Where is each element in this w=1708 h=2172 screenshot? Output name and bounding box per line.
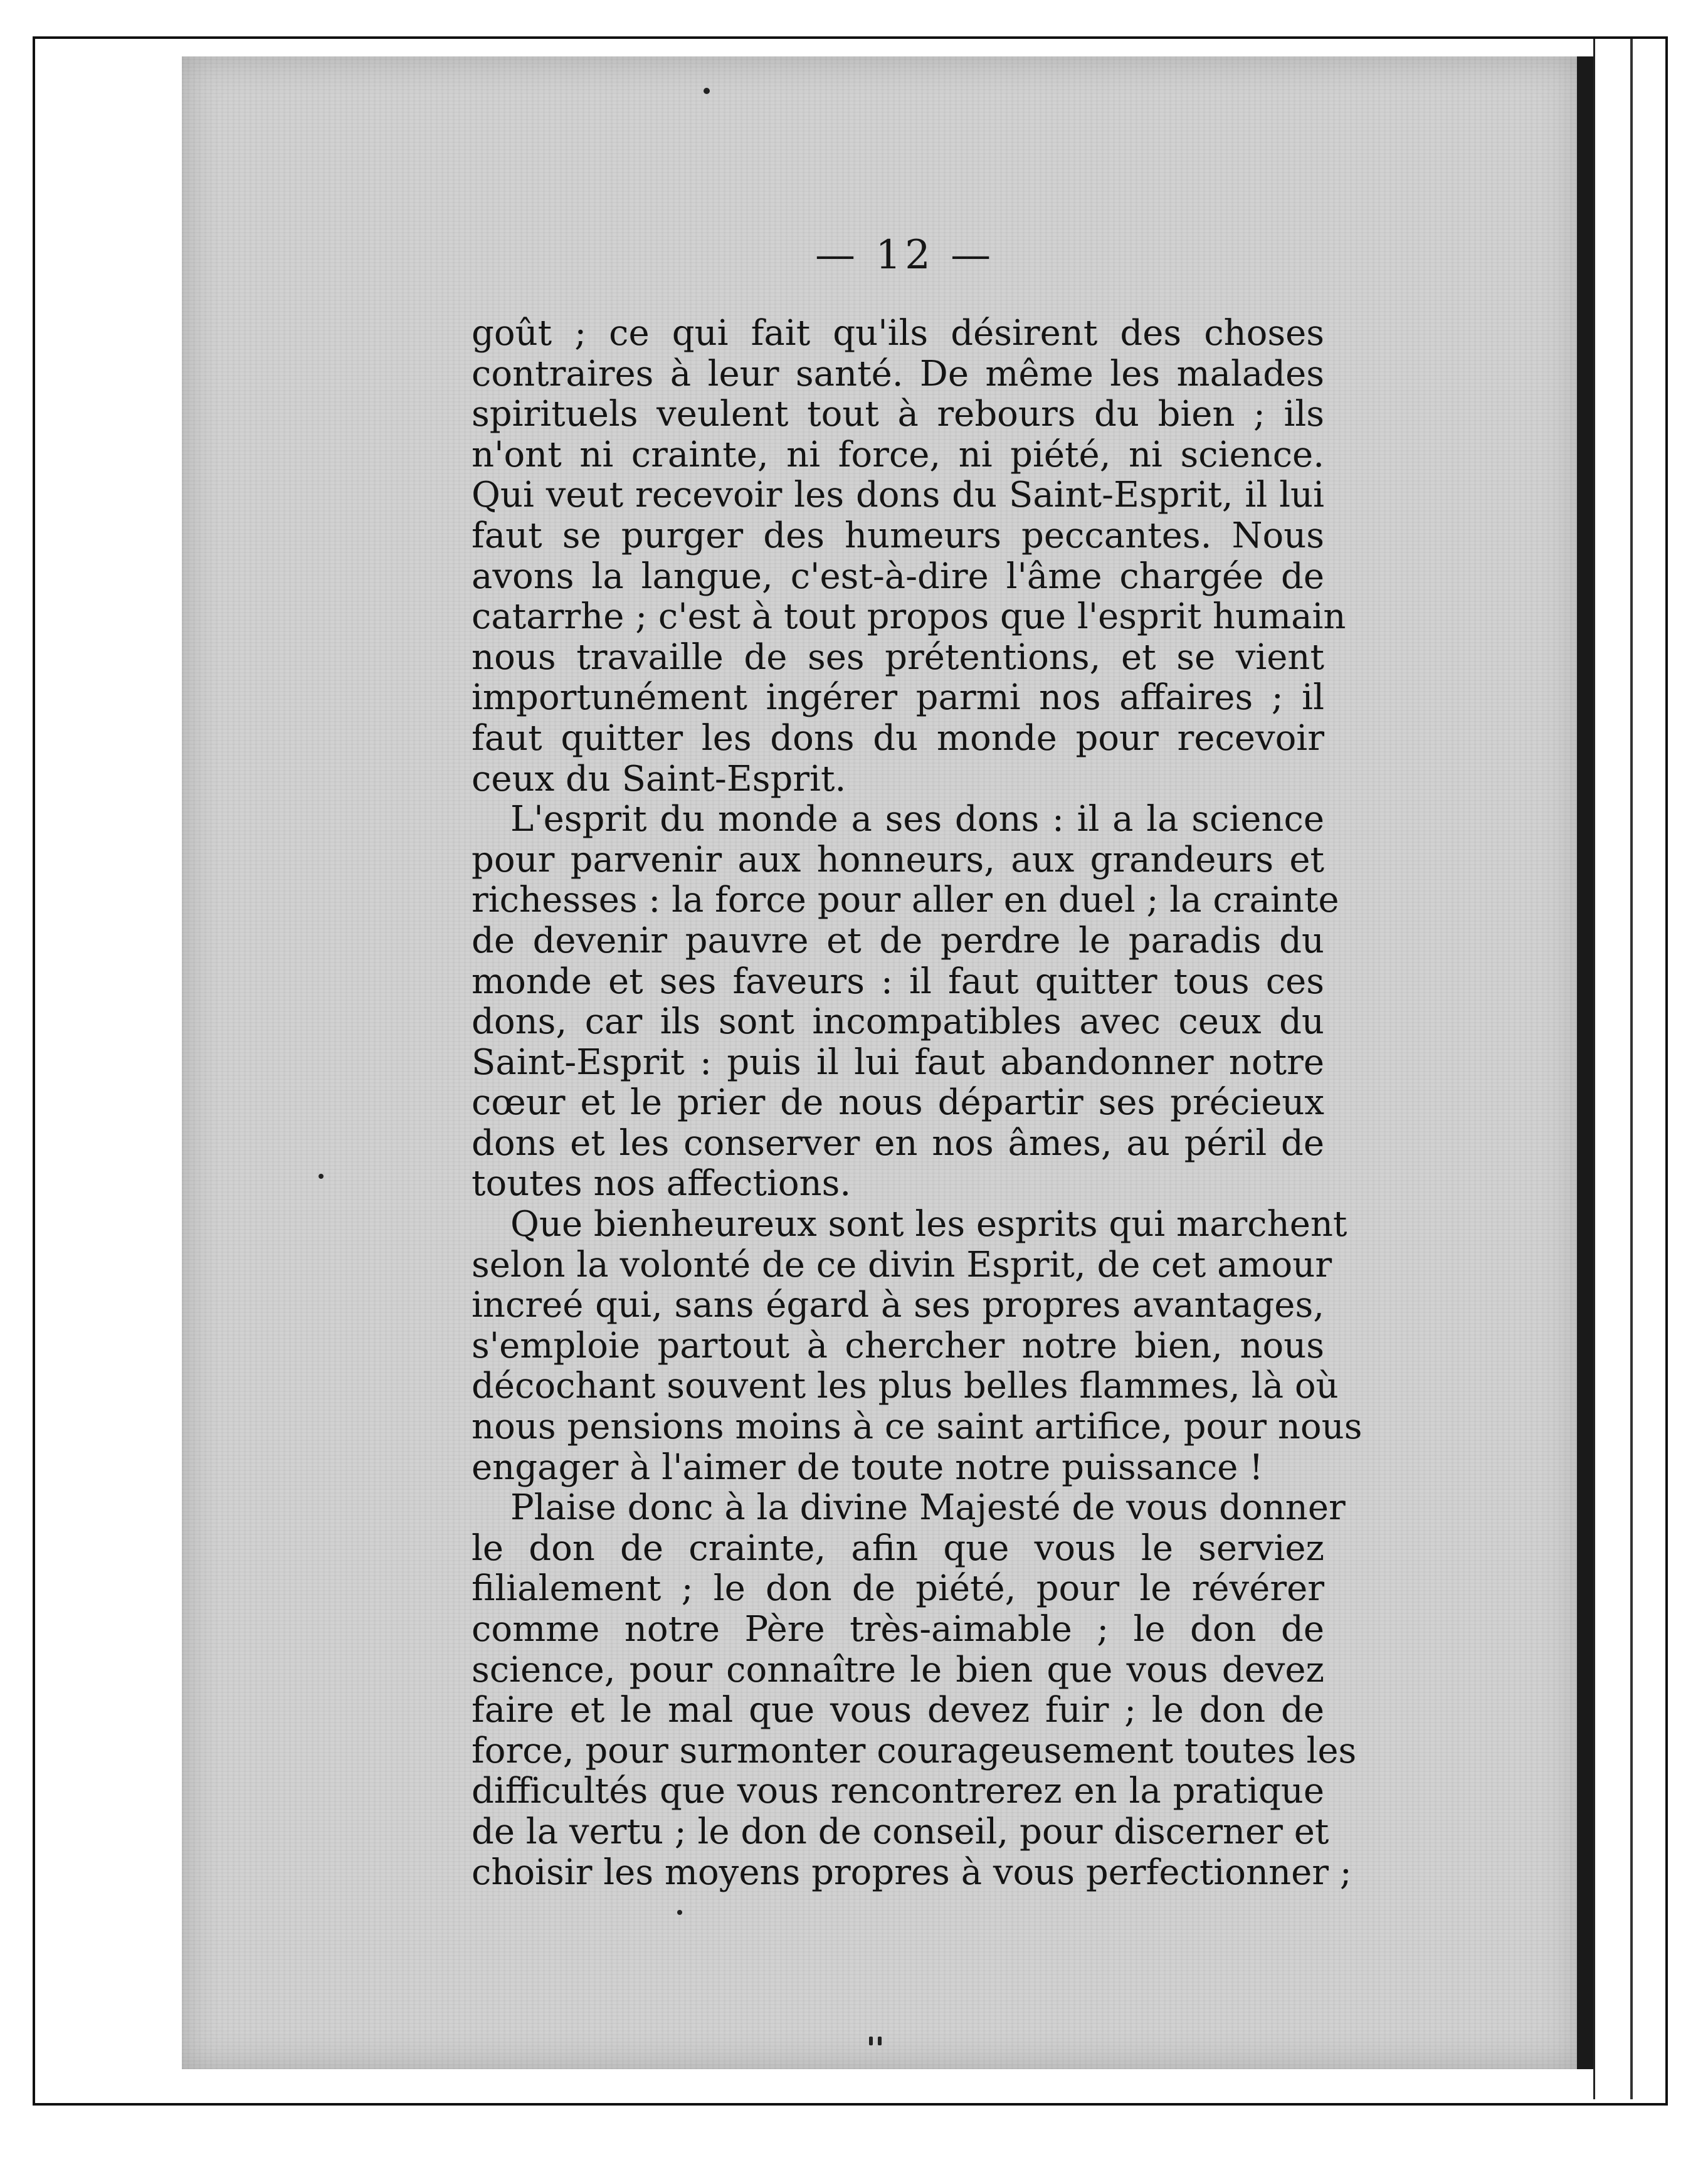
paragraph-4	[472, 1487, 1357, 1893]
text-line: selon la volonté de ce divin Esprit, de cet amour	[472, 1244, 1332, 1285]
paragraph-1	[472, 313, 1346, 799]
text-line: comme notre Père très-aimable ; le don de	[472, 1609, 1324, 1650]
text-line: monde et ses faveurs : il faut quitter tous ces	[472, 961, 1324, 1002]
text-line: Saint-Esprit : puis il lui faut abandonner notre	[472, 1041, 1324, 1083]
text-line: Que bienheureux sont les esprits qui marchent	[510, 1204, 1347, 1245]
text-line: toutes nos affections.	[472, 1163, 851, 1205]
scan-speck	[704, 88, 710, 94]
text-line: ceux du Saint-Esprit.	[472, 758, 846, 799]
text-line: n'ont ni crainte, ni force, ni piété, ni science.	[472, 434, 1324, 475]
text-line: catarrhe ; c'est à tout propos que l'esprit humain	[472, 596, 1346, 638]
text-line: Plaise donc à la divine Majesté de vous donner	[510, 1487, 1346, 1529]
text-line: de devenir pauvre et de perdre le paradis du	[472, 920, 1324, 961]
scan-speck	[677, 1910, 682, 1915]
text-line: Qui veut recevoir les dons du Saint-Esprit, il lui	[472, 475, 1324, 516]
text-line: difficultés que vous rencontrerez en la pratique	[472, 1771, 1324, 1812]
page-number: — 12 —	[815, 232, 995, 278]
text-line: contraires à leur santé. De même les malades	[472, 353, 1324, 394]
scan-speck	[869, 2037, 873, 2045]
text-line: décochant souvent les plus belles flammes, là où	[472, 1366, 1339, 1407]
text-line: importunément ingérer parmi nos affaires ; il	[472, 677, 1324, 719]
text-line: le don de crainte, afin que vous le serviez	[472, 1527, 1324, 1569]
text-line: increé qui, sans égard à ses propres avantages,	[472, 1285, 1324, 1326]
text-line: nous travaille de ses prétentions, et se vient	[472, 636, 1324, 678]
text-line: avons la langue, c'est-à-dire l'âme chargée de	[472, 556, 1324, 597]
text-line: dons, car ils sont incompatibles avec ceux du	[472, 1001, 1324, 1043]
text-line: dons et les conserver en nos âmes, au péril de	[472, 1122, 1324, 1164]
text-line: spirituels veulent tout à rebours du bien ; ils	[472, 394, 1324, 435]
text-line: engager à l'aimer de toute notre puissance !	[472, 1447, 1263, 1488]
text-line: L'esprit du monde a ses dons : il a la science	[510, 799, 1324, 840]
text-line: science, pour connaître le bien que vous devez	[472, 1649, 1324, 1690]
text-line: faire et le mal que vous devez fuir ; le don de	[472, 1690, 1324, 1731]
scan-speck	[878, 2037, 882, 2045]
paragraph-3	[472, 1204, 1363, 1488]
text-line: filialement ; le don de piété, pour le révérer	[472, 1568, 1324, 1610]
adjacent-page-edge	[1593, 39, 1663, 2099]
scan-speck	[319, 1174, 324, 1179]
paragraph-2	[472, 799, 1339, 1205]
text-line: s'emploie partout à chercher notre bien, nous	[472, 1325, 1324, 1366]
text-line: faut se purger des humeurs peccantes. Nous	[472, 515, 1324, 556]
page-gutter-shadow	[1577, 56, 1593, 2069]
text-line: cœur et le prier de nous départir ses précieux	[472, 1082, 1324, 1124]
text-line: nous pensions moins à ce saint artifice, pour nous	[472, 1406, 1363, 1448]
text-line: richesses : la force pour aller en duel ; la crainte	[472, 880, 1339, 921]
text-line: pour parvenir aux honneurs, aux grandeurs et	[472, 839, 1324, 880]
text-line: faut quitter les dons du monde pour recevoir	[472, 717, 1324, 759]
page-body-text	[472, 313, 1363, 1893]
text-line: goût ; ce qui fait qu'ils désirent des choses	[472, 313, 1324, 354]
text-line: choisir les moyens propres à vous perfectionner ;	[472, 1852, 1352, 1893]
text-line: force, pour surmonter courageusement toutes les	[472, 1730, 1357, 1771]
text-line: de la vertu ; le don de conseil, pour discerner et	[472, 1811, 1329, 1852]
frame-divider	[1630, 39, 1633, 2099]
